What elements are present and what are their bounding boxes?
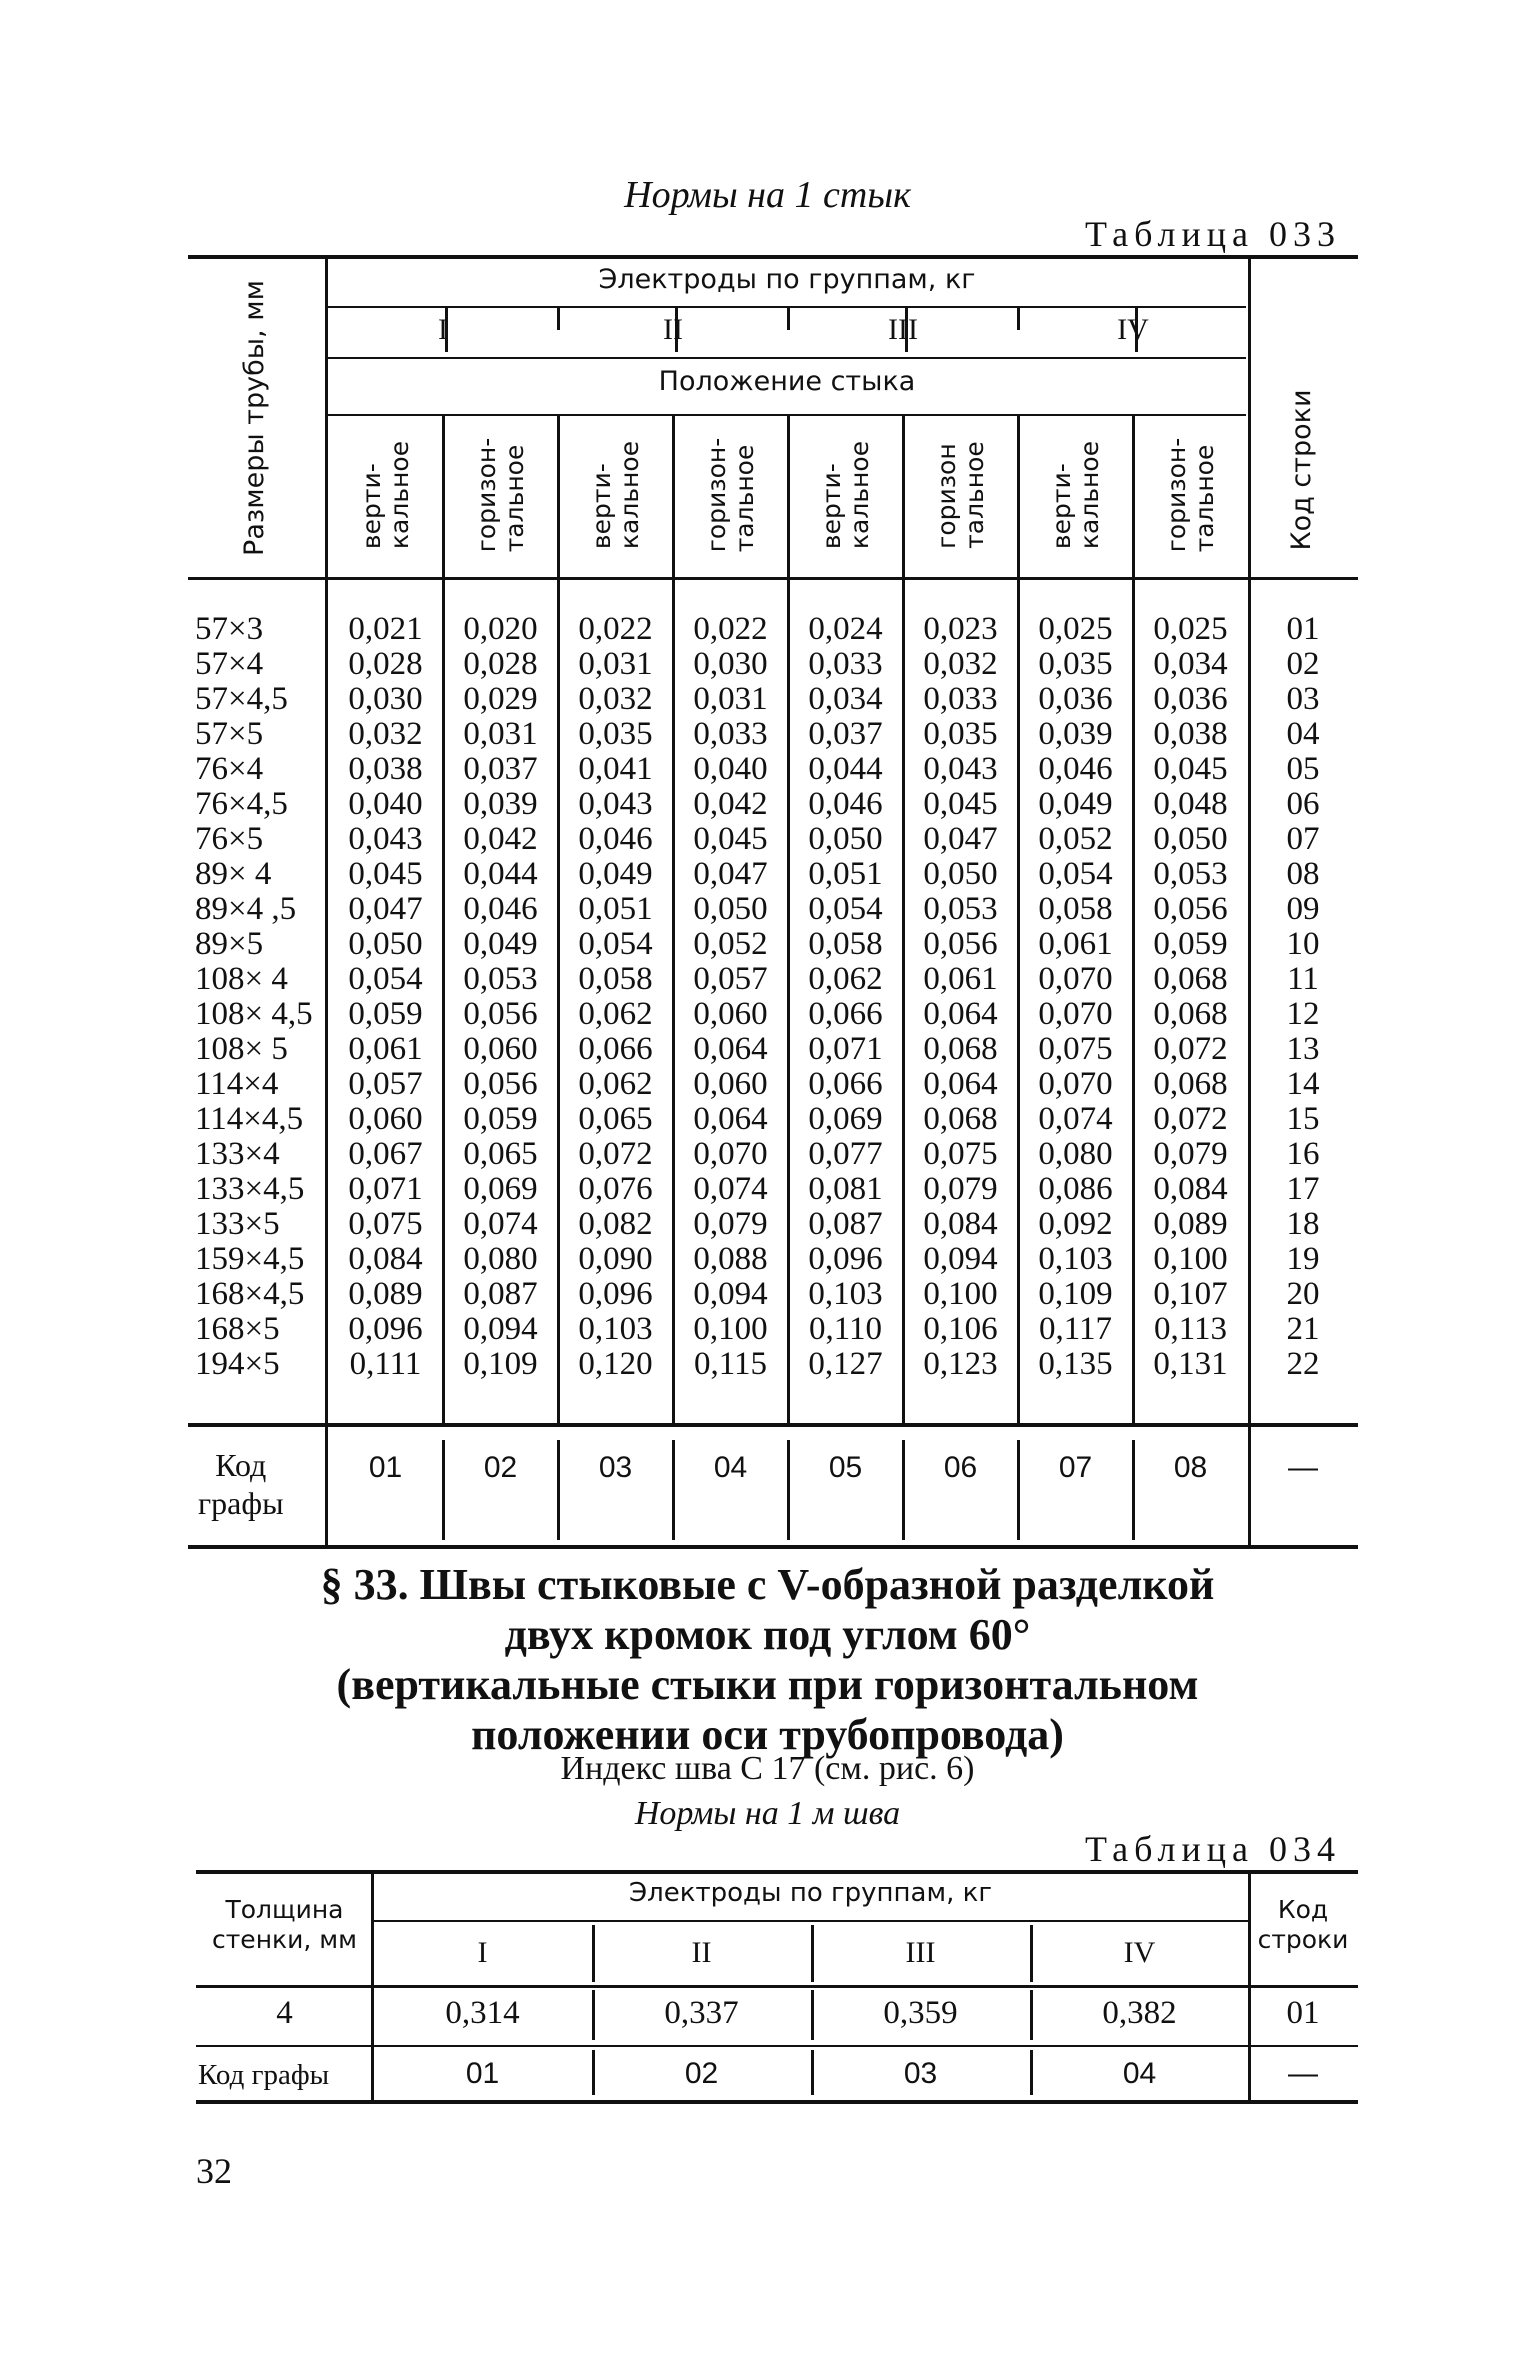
table-cell: 0,050 [808, 821, 883, 857]
column-code-034: 02 [684, 2057, 719, 2090]
table-cell: 0,100 [923, 1276, 998, 1312]
table-cell-034: 0,382 [1102, 1995, 1177, 2031]
table-cell: 0,070 [693, 1136, 768, 1172]
table-cell: 0,045 [1153, 751, 1228, 787]
table-rule [902, 414, 905, 577]
table-cell: 0,032 [578, 681, 653, 717]
row-code-header-034: Код строки [1257, 1895, 1349, 1954]
table-cell: 0,050 [693, 891, 768, 927]
row-code: 14 [1286, 1066, 1320, 1102]
table-cell: 0,056 [463, 1066, 538, 1102]
table-cell: 0,060 [348, 1101, 423, 1137]
table-cell: 0,096 [808, 1241, 883, 1277]
table-cell: 0,042 [693, 786, 768, 822]
table-cell: 0,034 [1153, 646, 1228, 682]
table-cell: 0,069 [808, 1101, 883, 1137]
row-code: 18 [1286, 1206, 1320, 1242]
table-cell: 0,071 [348, 1171, 423, 1207]
table-cell: 0,065 [463, 1136, 538, 1172]
table-cell: 0,041 [578, 751, 653, 787]
column-code-034: — [1288, 2057, 1318, 2090]
table-cell: 0,033 [693, 716, 768, 752]
table-cell: 0,054 [348, 961, 423, 997]
row-code: 05 [1286, 751, 1320, 787]
table-cell: 0,049 [463, 926, 538, 962]
table-cell-034: 0,337 [664, 1995, 739, 2031]
table-cell: 0,040 [693, 751, 768, 787]
table-cell: 0,061 [923, 961, 998, 997]
table-cell: 0,053 [1153, 856, 1228, 892]
table-cell: 0,084 [923, 1206, 998, 1242]
table-cell: 0,079 [923, 1171, 998, 1207]
table-cell: 0,039 [1038, 716, 1113, 752]
table-cell: 0,127 [808, 1346, 883, 1382]
table-cell: 0,047 [693, 856, 768, 892]
table-cell: 0,066 [578, 1031, 653, 1067]
table-cell: 0,103 [808, 1276, 883, 1312]
table-cell: 0,047 [348, 891, 423, 927]
table-cell: 0,060 [693, 996, 768, 1032]
table-cell: 0,066 [808, 996, 883, 1032]
table-cell: 0,109 [1038, 1276, 1113, 1312]
column-code-label-034: Код графы [198, 2059, 330, 2091]
table-cell: 0,082 [578, 1206, 653, 1242]
position-subheader: горизон тальное [931, 441, 989, 549]
electrodes-header-034: Электроды по группам, кг [629, 1878, 992, 1908]
row-code-header: Код строки [1286, 389, 1317, 551]
table-cell: 0,039 [463, 786, 538, 822]
table-cell: 0,043 [348, 821, 423, 857]
table-cell: 0,046 [1038, 751, 1113, 787]
pipe-size: 57×3 [195, 611, 264, 647]
row-code: 06 [1286, 786, 1320, 822]
row-code: 22 [1286, 1346, 1320, 1382]
table-cell: 0,072 [578, 1136, 653, 1172]
table-cell: 0,059 [463, 1101, 538, 1137]
table-cell: 0,049 [1038, 786, 1113, 822]
table-cell: 0,068 [1153, 961, 1228, 997]
table-cell: 0,056 [923, 926, 998, 962]
table-cell: 0,033 [923, 681, 998, 717]
table-cell: 0,046 [578, 821, 653, 857]
table-cell: 0,057 [693, 961, 768, 997]
column-code: 08 [1173, 1451, 1208, 1484]
pipe-size: 57×4 [195, 646, 264, 682]
pipe-size: 133×4,5 [195, 1171, 305, 1207]
table-cell: 0,047 [923, 821, 998, 857]
row-code: 17 [1286, 1171, 1320, 1207]
table-cell: 0,068 [1153, 1066, 1228, 1102]
table-rule [325, 259, 328, 580]
table-cell: 0,064 [923, 996, 998, 1032]
column-code: 02 [483, 1451, 518, 1484]
row-code: 09 [1286, 891, 1320, 927]
table-cell: 0,123 [923, 1346, 998, 1382]
table-cell: 0,131 [1153, 1346, 1228, 1382]
pipe-size: 89×4 ,5 [195, 891, 297, 927]
table-cell: 0,069 [463, 1171, 538, 1207]
thickness-header: Толщина стенки, мм [212, 1895, 357, 1954]
table-cell: 0,035 [578, 716, 653, 752]
table-cell: 0,038 [1153, 716, 1228, 752]
table-cell: 0,059 [1153, 926, 1228, 962]
table-cell: 0,031 [693, 681, 768, 717]
table-cell: 0,036 [1038, 681, 1113, 717]
table-cell: 0,080 [1038, 1136, 1113, 1172]
table-cell: 0,075 [923, 1136, 998, 1172]
table-cell: 0,115 [693, 1346, 768, 1382]
table-cell: 0,117 [1038, 1311, 1113, 1347]
pipe-size: 114×4,5 [195, 1101, 304, 1137]
position-subheader: верти- кальное [586, 440, 644, 550]
table-rule [672, 414, 675, 577]
electrodes-header: Электроды по группам, кг [598, 264, 976, 295]
pipe-size: 108× 4,5 [195, 996, 313, 1032]
position-subheader: верти- кальное [1046, 440, 1104, 550]
table-cell: 0,107 [1153, 1276, 1228, 1312]
table-rule [557, 414, 560, 577]
table-cell: 0,028 [463, 646, 538, 682]
table-cell: 0,043 [923, 751, 998, 787]
table-cell: 0,038 [348, 751, 423, 787]
table-cell: 0,023 [923, 611, 998, 647]
table-cell: 0,045 [693, 821, 768, 857]
table-cell: 0,066 [808, 1066, 883, 1102]
table-cell: 0,021 [348, 611, 423, 647]
pipe-size: 114×4 [195, 1066, 279, 1102]
table-cell: 0,074 [693, 1171, 768, 1207]
column-code: 05 [828, 1451, 863, 1484]
table-cell: 0,089 [1153, 1206, 1228, 1242]
table-cell: 0,072 [1153, 1101, 1228, 1137]
table-cell: 0,135 [1038, 1346, 1113, 1382]
table-cell: 0,094 [923, 1241, 998, 1277]
table-cell: 0,044 [463, 856, 538, 892]
column-code-label: Код графы [198, 1447, 284, 1521]
table-cell: 0,029 [463, 681, 538, 717]
row-code: 12 [1286, 996, 1320, 1032]
column-code-034: 01 [465, 2057, 500, 2090]
table-cell: 0,057 [348, 1066, 423, 1102]
position-header: Положение стыка [658, 366, 916, 397]
pipe-size: 159×4,5 [195, 1241, 305, 1277]
table-cell: 0,089 [348, 1276, 423, 1312]
table-cell: 0,045 [923, 786, 998, 822]
table-cell: 0,090 [578, 1241, 653, 1277]
table-cell: 0,054 [578, 926, 653, 962]
column-code: 04 [713, 1451, 748, 1484]
table-cell: 0,032 [348, 716, 423, 752]
table-cell: 0,103 [1038, 1241, 1113, 1277]
table-cell-034: 0,314 [445, 1995, 520, 2031]
row-code: 02 [1286, 646, 1320, 682]
table-cell: 0,022 [578, 611, 653, 647]
table-cell: 0,031 [463, 716, 538, 752]
pipe-size: 57×4,5 [195, 681, 288, 717]
table-cell: 0,061 [1038, 926, 1113, 962]
table-cell: 0,094 [463, 1311, 538, 1347]
group-header-034: I [477, 1936, 488, 1969]
row-code: 07 [1286, 821, 1320, 857]
table-cell: 0,084 [348, 1241, 423, 1277]
table-cell: 0,022 [693, 611, 768, 647]
size-column-header: Размеры трубы, мм [239, 280, 270, 556]
table-cell: 0,096 [348, 1311, 423, 1347]
table-cell: 0,064 [693, 1031, 768, 1067]
table-cell: 0,052 [1038, 821, 1113, 857]
table-cell: 0,072 [1153, 1031, 1228, 1067]
pipe-size: 108× 4 [195, 961, 288, 997]
table-cell: 0,024 [808, 611, 883, 647]
table-cell: 0,070 [1038, 996, 1113, 1032]
table-cell: 0,031 [578, 646, 653, 682]
table-rule [1017, 414, 1020, 577]
table-cell: 0,046 [463, 891, 538, 927]
table-cell: 0,061 [348, 1031, 423, 1067]
table-cell: 0,058 [1038, 891, 1113, 927]
position-subheader: верти- кальное [356, 440, 414, 550]
table-rule [325, 1427, 328, 1545]
table-cell: 0,087 [808, 1206, 883, 1242]
group-header: II [663, 313, 683, 346]
group-header-034: II [691, 1936, 712, 1969]
table-cell: 0,030 [693, 646, 768, 682]
pipe-size: 133×4 [195, 1136, 280, 1172]
table-cell: 0,053 [923, 891, 998, 927]
row-code-034: 01 [1286, 1995, 1320, 2031]
row-code: 04 [1286, 716, 1320, 752]
table-cell: 0,120 [578, 1346, 653, 1382]
row-code: 20 [1286, 1276, 1320, 1312]
section-33-title: § 33. Швы стыковые с V-образной разделкой двух кромок под углом 60° (вертикальные стыки при горизонтальном положении оси трубопровода) [320, 1560, 1215, 1759]
table-cell: 0,054 [1038, 856, 1113, 892]
table-cell: 0,051 [578, 891, 653, 927]
table-cell: 0,081 [808, 1171, 883, 1207]
table-cell: 0,103 [578, 1311, 653, 1347]
table-cell: 0,109 [463, 1346, 538, 1382]
pipe-size: 76×5 [195, 821, 264, 857]
pipe-size: 89×5 [195, 926, 264, 962]
pipe-size: 89× 4 [195, 856, 272, 892]
pipe-size: 194×5 [195, 1346, 280, 1382]
table-cell: 0,062 [808, 961, 883, 997]
table-cell: 0,053 [463, 961, 538, 997]
table-cell: 0,032 [923, 646, 998, 682]
table-034-label: Таблица 034 [1085, 1829, 1341, 1869]
table-cell: 0,100 [693, 1311, 768, 1347]
position-subheader: верти- кальное [816, 440, 874, 550]
thickness-value: 4 [276, 1995, 293, 2031]
table-cell: 0,075 [348, 1206, 423, 1242]
table-cell: 0,050 [1153, 821, 1228, 857]
pipe-size: 108× 5 [195, 1031, 288, 1067]
table-cell: 0,070 [1038, 1066, 1113, 1102]
row-code: 15 [1286, 1101, 1320, 1137]
table-cell: 0,113 [1153, 1311, 1228, 1347]
table-cell: 0,068 [1153, 996, 1228, 1032]
table-cell: 0,045 [348, 856, 423, 892]
table-cell: 0,049 [578, 856, 653, 892]
row-code: 21 [1286, 1311, 1320, 1347]
table-cell: 0,062 [578, 996, 653, 1032]
table-cell: 0,037 [463, 751, 538, 787]
group-header: IV [1117, 313, 1149, 346]
column-code-034: 04 [1122, 2057, 1157, 2090]
table-cell: 0,079 [693, 1206, 768, 1242]
table-cell: 0,034 [808, 681, 883, 717]
row-code: 03 [1286, 681, 1320, 717]
table-cell: 0,030 [348, 681, 423, 717]
table-cell: 0,077 [808, 1136, 883, 1172]
table-rule [442, 414, 445, 577]
table-cell: 0,033 [808, 646, 883, 682]
pipe-size: 76×4,5 [195, 786, 288, 822]
table-cell: 0,074 [463, 1206, 538, 1242]
group-header: I [438, 313, 448, 346]
table-cell: 0,068 [923, 1101, 998, 1137]
row-code: 01 [1286, 611, 1320, 647]
table-cell: 0,020 [463, 611, 538, 647]
table-cell: 0,100 [1153, 1241, 1228, 1277]
table-cell: 0,037 [808, 716, 883, 752]
table-cell: 0,048 [1153, 786, 1228, 822]
table-cell: 0,025 [1038, 611, 1113, 647]
position-subheader: горизон- тальное [1161, 437, 1219, 553]
table-cell: 0,074 [1038, 1101, 1113, 1137]
table-cell: 0,111 [349, 1346, 422, 1382]
row-code: 11 [1287, 961, 1319, 997]
table-rule [1132, 414, 1135, 577]
table-cell: 0,064 [693, 1101, 768, 1137]
table-cell: 0,046 [808, 786, 883, 822]
table-cell: 0,056 [463, 996, 538, 1032]
table-cell: 0,060 [693, 1066, 768, 1102]
table-cell: 0,052 [693, 926, 768, 962]
table-cell: 0,064 [923, 1066, 998, 1102]
table-cell: 0,079 [1153, 1136, 1228, 1172]
table-033-caption: Нормы на 1 стык [624, 174, 911, 216]
table-cell: 0,050 [923, 856, 998, 892]
table-cell: 0,058 [808, 926, 883, 962]
pipe-size: 76×4 [195, 751, 264, 787]
table-rule [1248, 1427, 1251, 1545]
table-cell: 0,084 [1153, 1171, 1228, 1207]
position-subheader: горизон- тальное [701, 437, 759, 553]
table-034-caption: Нормы на 1 м шва [634, 1795, 901, 1832]
group-header-034: IV [1123, 1936, 1156, 1969]
table-cell: 0,088 [693, 1241, 768, 1277]
group-header-034: III [905, 1936, 936, 1969]
table-cell: 0,065 [578, 1101, 653, 1137]
table-cell: 0,054 [808, 891, 883, 927]
column-code-034: 03 [903, 2057, 938, 2090]
table-cell: 0,043 [578, 786, 653, 822]
table-rule [787, 414, 790, 577]
table-cell: 0,058 [578, 961, 653, 997]
table-cell: 0,059 [348, 996, 423, 1032]
table-cell: 0,067 [348, 1136, 423, 1172]
table-cell: 0,106 [923, 1311, 998, 1347]
table-cell: 0,050 [348, 926, 423, 962]
row-code: 16 [1286, 1136, 1320, 1172]
pipe-size: 168×4,5 [195, 1276, 305, 1312]
column-code: 03 [598, 1451, 633, 1484]
table-rule [1248, 259, 1251, 580]
table-cell: 0,070 [1038, 961, 1113, 997]
table-cell: 0,060 [463, 1031, 538, 1067]
page-number: 32 [196, 2151, 232, 2191]
table-cell: 0,051 [808, 856, 883, 892]
table-cell: 0,025 [1153, 611, 1228, 647]
table-cell: 0,071 [808, 1031, 883, 1067]
table-cell: 0,036 [1153, 681, 1228, 717]
table-cell: 0,040 [348, 786, 423, 822]
column-code: — [1288, 1451, 1318, 1484]
column-code: 07 [1058, 1451, 1093, 1484]
seam-index: Индекс шва С 17 (см. рис. 6) [560, 1750, 975, 1787]
group-header: III [888, 313, 918, 346]
table-cell: 0,086 [1038, 1171, 1113, 1207]
table-cell: 0,062 [578, 1066, 653, 1102]
table-cell: 0,035 [923, 716, 998, 752]
table-033-label: Таблица 033 [1085, 214, 1341, 254]
table-cell: 0,076 [578, 1171, 653, 1207]
row-code: 08 [1286, 856, 1320, 892]
table-cell: 0,042 [463, 821, 538, 857]
table-cell: 0,075 [1038, 1031, 1113, 1067]
row-code: 10 [1286, 926, 1320, 962]
table-cell: 0,056 [1153, 891, 1228, 927]
table-cell-034: 0,359 [883, 1995, 958, 2031]
table-cell: 0,044 [808, 751, 883, 787]
table-cell: 0,087 [463, 1276, 538, 1312]
table-cell: 0,092 [1038, 1206, 1113, 1242]
position-subheader: горизон- тальное [471, 437, 529, 553]
pipe-size: 57×5 [195, 716, 264, 752]
column-code: 01 [368, 1451, 403, 1484]
table-cell: 0,110 [808, 1311, 883, 1347]
pipe-size: 168×5 [195, 1311, 280, 1347]
table-cell: 0,080 [463, 1241, 538, 1277]
table-cell: 0,068 [923, 1031, 998, 1067]
row-code: 19 [1286, 1241, 1320, 1277]
table-cell: 0,035 [1038, 646, 1113, 682]
column-code: 06 [943, 1451, 978, 1484]
table-cell: 0,094 [693, 1276, 768, 1312]
table-cell: 0,028 [348, 646, 423, 682]
pipe-size: 133×5 [195, 1206, 280, 1242]
table-cell: 0,096 [578, 1276, 653, 1312]
row-code: 13 [1286, 1031, 1320, 1067]
